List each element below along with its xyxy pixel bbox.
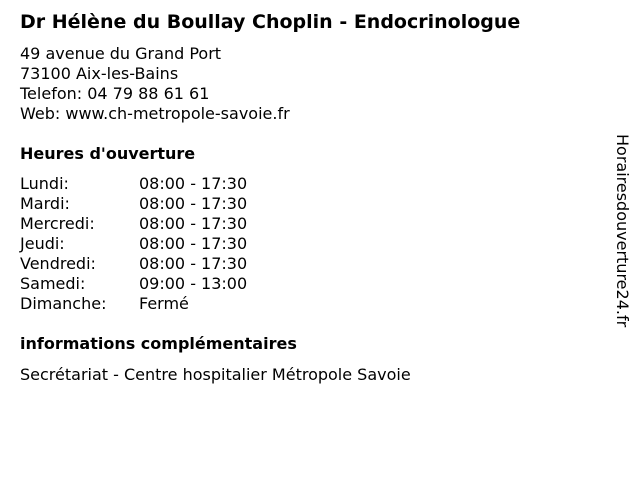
info-heading: informations complémentaires bbox=[20, 334, 297, 353]
address-phone: Telefon: 04 79 88 61 61 bbox=[20, 84, 210, 103]
time-value: 08:00 - 17:30 bbox=[139, 214, 248, 233]
hours-row-thursday bbox=[20, 234, 247, 254]
address-block bbox=[20, 44, 290, 124]
hours-row-monday bbox=[20, 174, 247, 194]
hours-row-saturday bbox=[20, 274, 247, 294]
day-label: Vendredi: bbox=[20, 254, 96, 273]
day-label: Dimanche: bbox=[20, 294, 107, 313]
day-label: Mercredi: bbox=[20, 214, 95, 233]
time-value: 08:00 - 17:30 bbox=[139, 234, 248, 253]
day-label: Jeudi: bbox=[20, 234, 65, 253]
site-watermark: Horairesdouverture24.fr bbox=[613, 134, 632, 328]
hours-row-sunday bbox=[20, 294, 247, 314]
day-label: Lundi: bbox=[20, 174, 69, 193]
time-value: 09:00 - 13:00 bbox=[139, 274, 248, 293]
hours-heading: Heures d'ouverture bbox=[20, 144, 196, 163]
address-city: 73100 Aix-les-Bains bbox=[20, 64, 179, 83]
day-label: Samedi: bbox=[20, 274, 86, 293]
time-value: 08:00 - 17:30 bbox=[139, 194, 248, 213]
address-web: Web: www.ch-metropole-savoie.fr bbox=[20, 104, 290, 123]
hours-row-tuesday bbox=[20, 194, 247, 214]
time-value: Fermé bbox=[139, 294, 189, 313]
info-text: Secrétariat - Centre hospitalier Métropole Savoie bbox=[20, 365, 411, 384]
hours-row-wednesday bbox=[20, 214, 247, 234]
address-street: 49 avenue du Grand Port bbox=[20, 44, 222, 63]
hours-row-friday bbox=[20, 254, 247, 274]
day-label: Mardi: bbox=[20, 194, 70, 213]
time-value: 08:00 - 17:30 bbox=[139, 174, 248, 193]
page-title: Dr Hélène du Boullay Choplin - Endocrinologue bbox=[20, 11, 521, 33]
time-value: 08:00 - 17:30 bbox=[139, 254, 248, 273]
hours-table bbox=[20, 174, 247, 314]
